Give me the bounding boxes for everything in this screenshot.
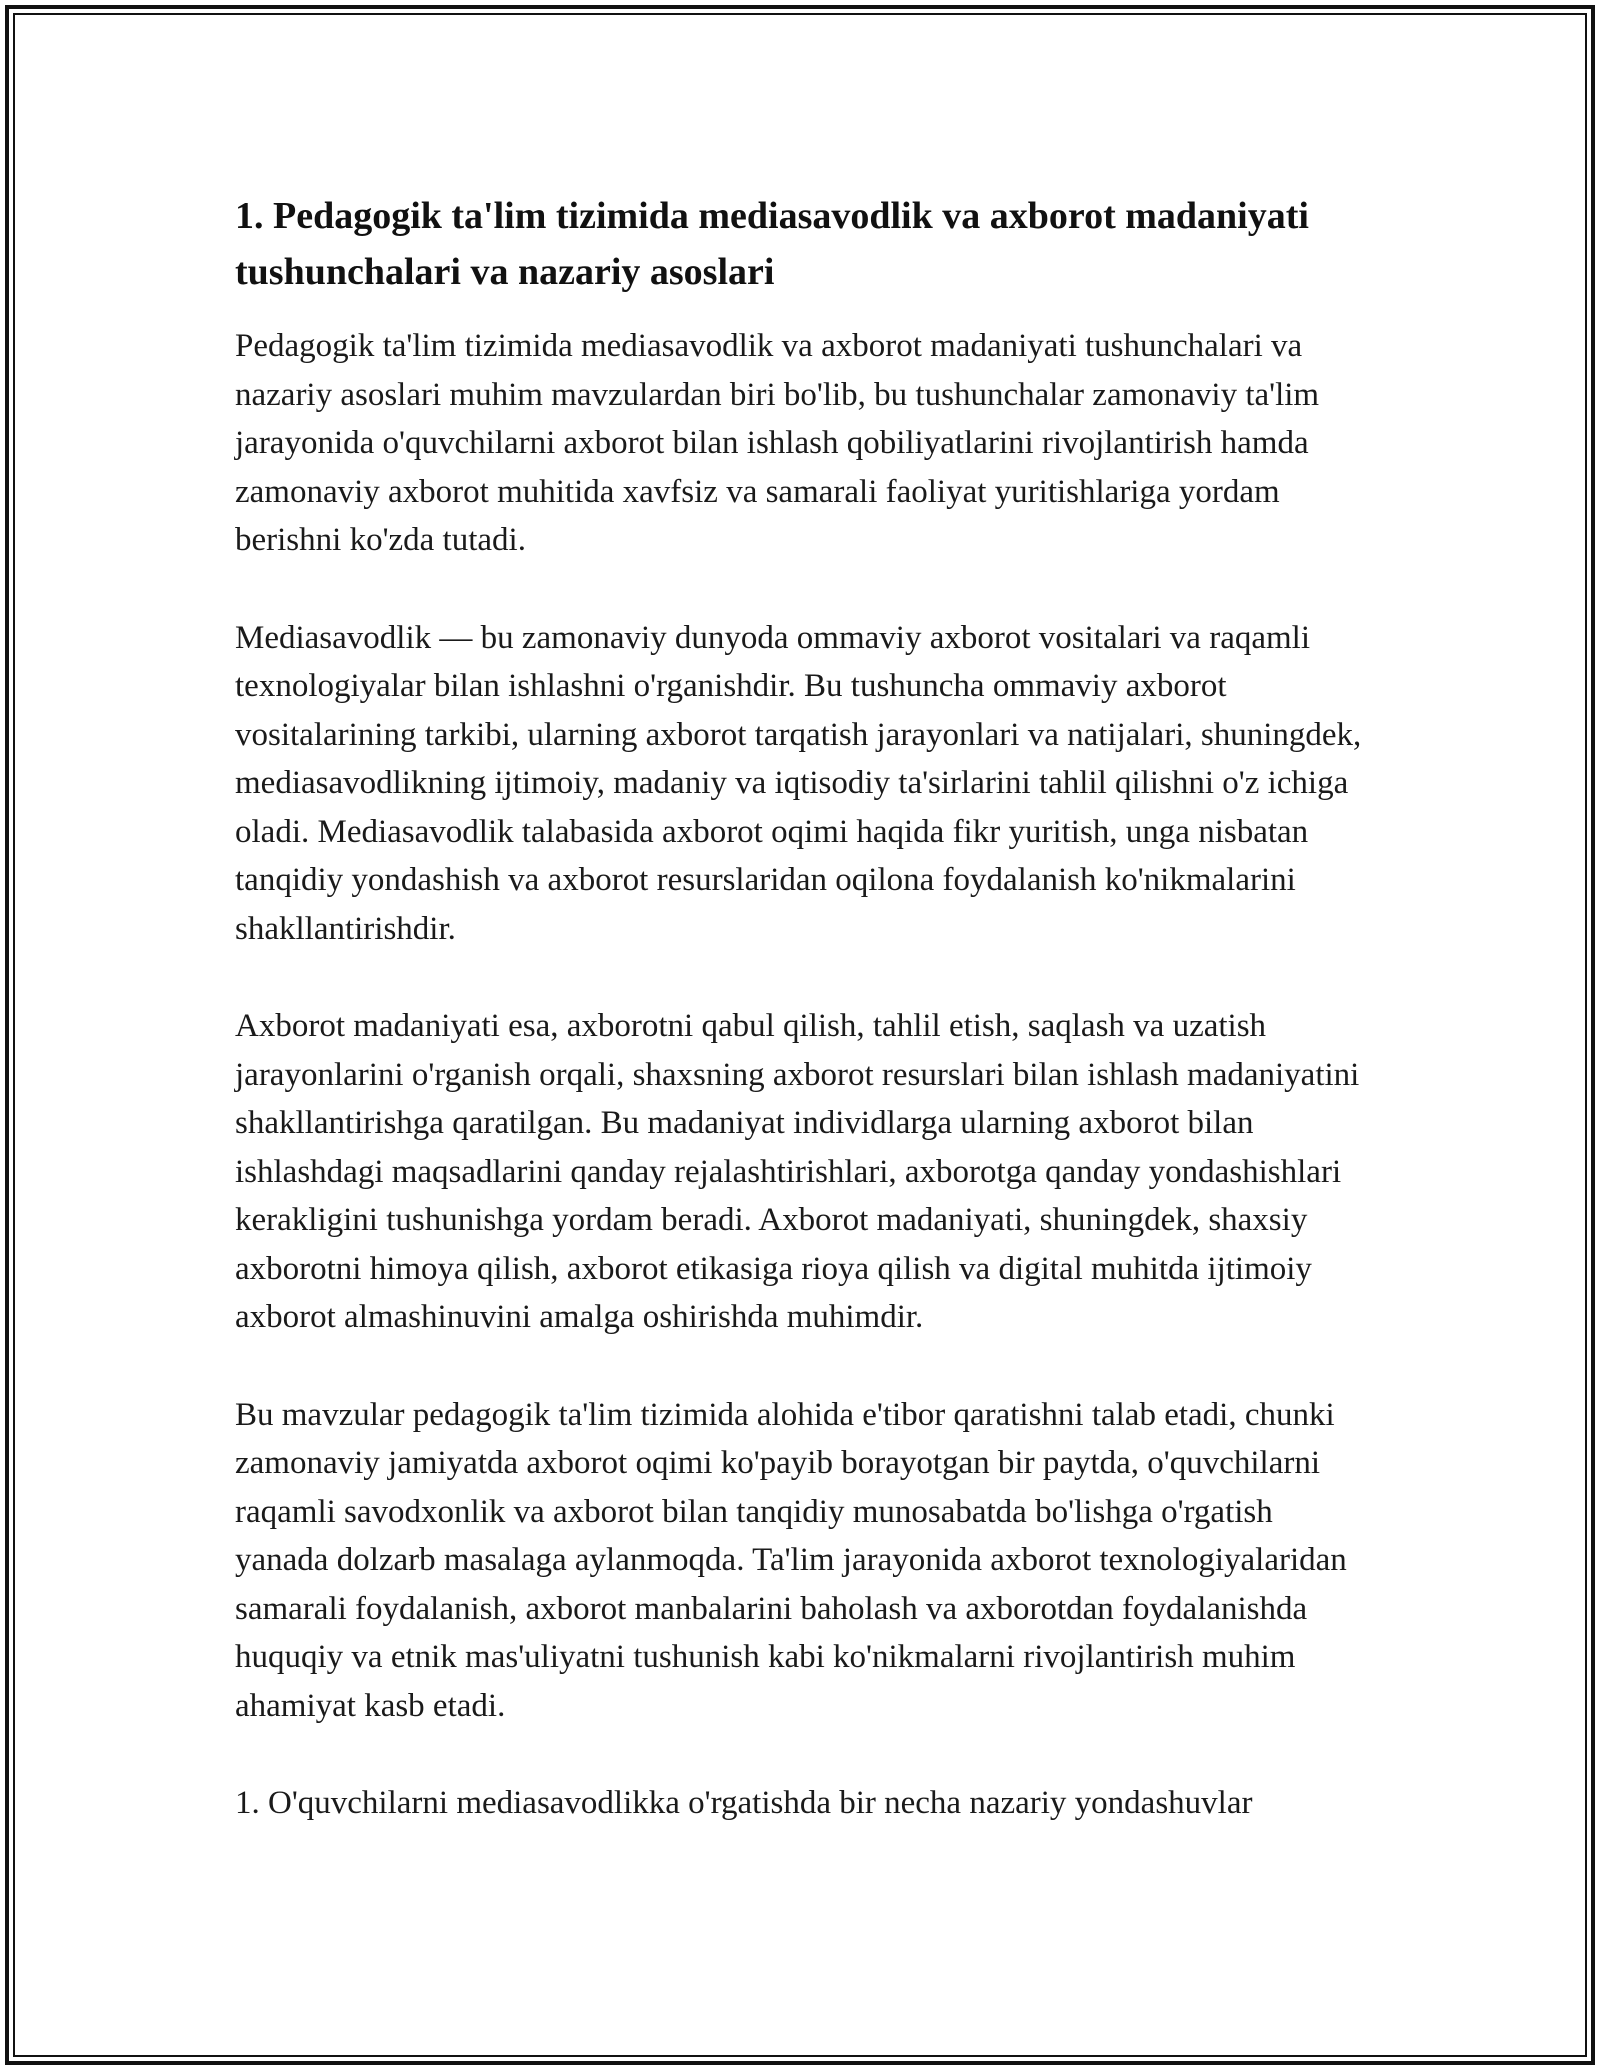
section-heading: 1. Pedagogik ta'lim tizimida mediasavodlik va axborot madaniyati tushunchalari va nazariy asoslari xyxy=(235,195,1309,293)
paragraph-axborot-madaniyati: Axborot madaniyati esa, axborotni qabul qilish, tahlil etish, saqlash va uzatish jarayonlarini o'rganish orqali, shaxsning axborot resurslari bilan ishlash madaniyatini shakllantirishga qaratilgan. Bu madaniyat individlarga ularning axborot bilan ishlashdagi maqsadlarini qanday rejalashtirishlari, axborotga qanday yondashishlari kerakligini tushunishga yordam beradi. Axborot madaniyati, shuningdek, shaxsiy axborotni himoya qilish, axborot etikasiga rioya qilish va digital muhitda ijtimoiy axborot almashinuvini amalga oshirishda muhimdir. xyxy=(235,1008,1360,1335)
paragraph-numbered-item: 1. O'quvchilarni mediasavodlikka o'rgatishda bir necha nazariy yondashuvlar xyxy=(235,1785,1253,1821)
paragraph-intro: Pedagogik ta'lim tizimida mediasavodlik va axborot madaniyati tushunchalari va nazariy asoslari muhim mavzulardan biri bo'lib, bu tushunchalar zamonaviy ta'lim jarayonida o'quvchilarni axborot bilan ishlash qobiliyatlarini rivojlantirish hamda zamonaviy axborot muhitida xavfsiz va samarali faoliyat yuritishlariga yordam berishni ko'zda tutadi. xyxy=(235,328,1320,558)
paragraph-mediasavodlik: Mediasavodlik — bu zamonaviy dunyoda ommaviy axborot vositalari va raqamli texnologiyalar bilan ishlashni o'rganishdir. Bu tushuncha ommaviy axborot vositalarining tarkibi, ularning axborot tarqatish jarayonlari va natijalari, shuningdek, mediasavodlikning ijtimoiy, madaniy va iqtisodiy ta'sirlarini tahlil qilishni o'z ichiga oladi. Mediasavodlik talabasida axborot oqimi haqida fikr yuritish, unga nisbatan tanqidiy yondashish va axborot resurslaridan oqilona foydalanish ko'nikmalarini shakllantirishdir. xyxy=(235,619,1362,947)
document-body xyxy=(235,188,1370,1828)
paragraph-importance: Bu mavzular pedagogik ta'lim tizimida alohida e'tibor qaratishni talab etadi, chunki zamonaviy jamiyatda axborot oqimi ko'payib borayotgan bir paytda, o'quvchilarni raqamli savodxonlik va axborot bilan tanqidiy munosabatda bo'lishga o'rgatish yanada dolzarb masalaga aylanmoqda. Ta'lim jarayonida axborot texnologiyalaridan samarali foydalanish, axborot manbalarini baholash va axborotdan foydalanishda huquqiy va etnik mas'uliyatni tushunish kabi ko'nikmalarni rivojlantirish muhim ahamiyat kasb etadi. xyxy=(235,1396,1347,1724)
